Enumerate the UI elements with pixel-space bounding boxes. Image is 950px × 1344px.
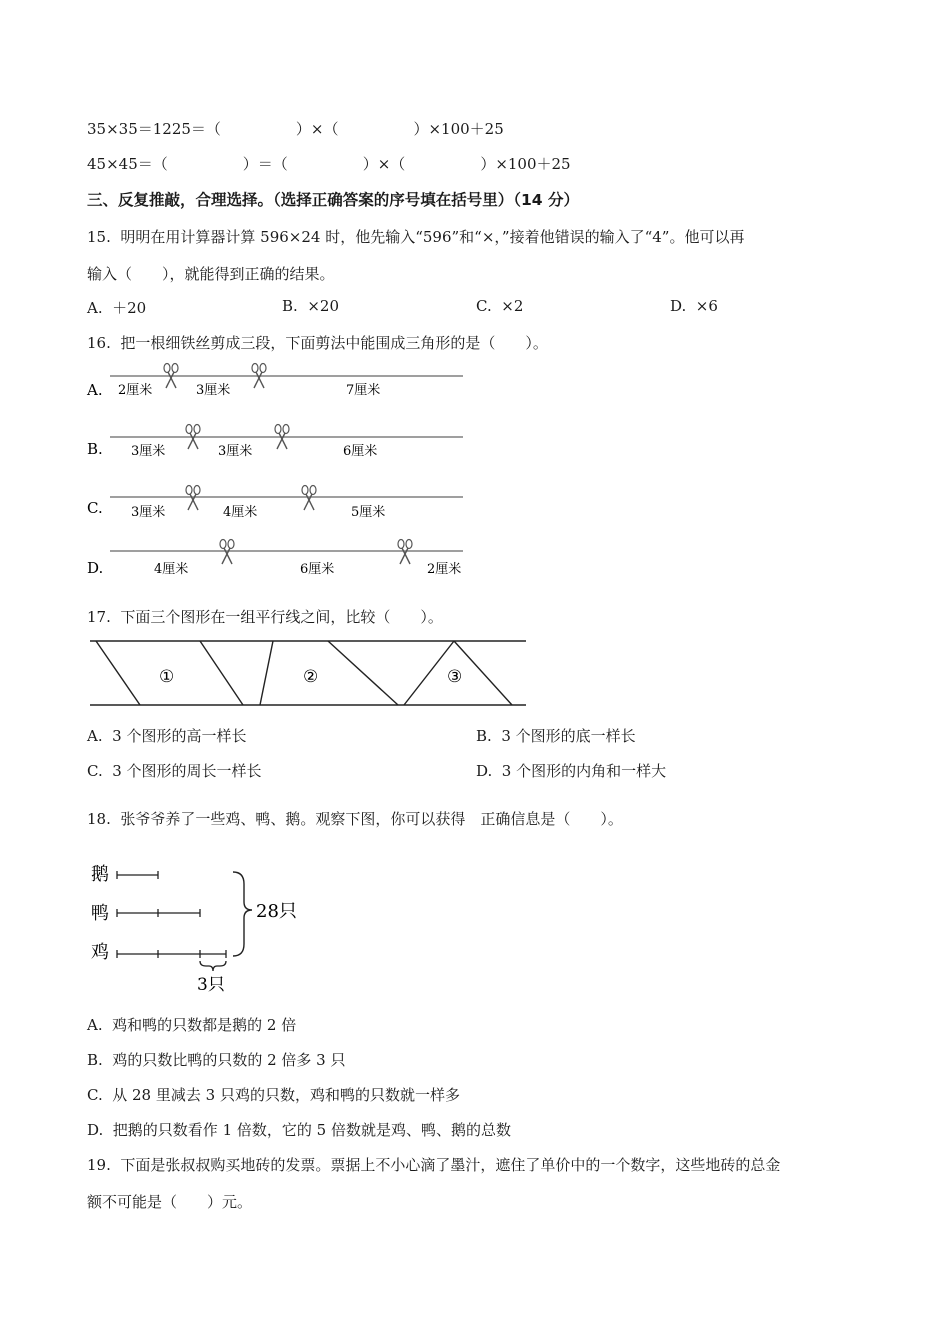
question-15-line2: 输入（ ），就能得到正确的结果。: [87, 265, 335, 283]
q16-row-d-label: D.: [87, 559, 104, 577]
q16-row-b-seg3: 6厘米: [343, 444, 378, 459]
q16-row-b-seg1: 3厘米: [131, 444, 166, 459]
label-chicken: 鸡: [91, 942, 109, 963]
q15-option-b: B. ×20: [282, 297, 339, 315]
q17-option-d: D. 3 个图形的内角和一样大: [476, 762, 667, 780]
q16-row-a-seg2: 3厘米: [196, 383, 231, 398]
equation-1: 35×35＝1225＝（ ）×（ ）×100＋25: [87, 120, 504, 138]
shape-label-1: ①: [159, 667, 175, 687]
question-18-text: 18. 张爷爷养了一些鸡、鸭、鹅。观察下图，你可以获得 正确信息是（ ）。: [87, 810, 623, 828]
label-duck: 鸭: [91, 903, 109, 924]
q18-option-c: C. 从 28 里减去 3 只鸡的只数，鸡和鸭的只数就一样多: [87, 1086, 460, 1104]
q17-option-b: B. 3 个图形的底一样长: [476, 727, 636, 745]
q16-row-d-seg2: 6厘米: [300, 562, 335, 577]
q18-option-d: D. 把鹅的只数看作 1 倍数，它的 5 倍数就是鸡、鸭、鹅的总数: [87, 1121, 511, 1139]
q18-option-b: B. 鸡的只数比鸭的只数的 2 倍多 3 只: [87, 1051, 346, 1069]
question-15-line1: 15. 明明在用计算器计算 596×24 时，他先输入“596”和“×，”接着他错误的输入了“4”。他可以再: [87, 228, 745, 246]
total-label: 28只: [256, 901, 297, 922]
equation-2: 45×45＝（ ）＝（ ）×（ ）×100＋25: [87, 155, 571, 173]
label-goose: 鹅: [91, 864, 109, 885]
q16-row-a-seg1: 2厘米: [118, 383, 153, 398]
q18-option-a: A. 鸡和鸭的只数都是鹅的 2 倍: [87, 1016, 297, 1034]
shape-label-3: ③: [447, 667, 463, 687]
q15-option-c: C. ×2: [476, 297, 524, 315]
shape-label-2: ②: [303, 667, 319, 687]
q15-option-a: A. ＋20: [87, 299, 147, 317]
question-16-text: 16. 把一根细铁丝剪成三段，下面剪法中能围成三角形的是（ ）。: [87, 334, 548, 352]
question-19-line1: 19. 下面是张叔叔购买地砖的发票。票据上不小心滴了墨汁，遮住了单价中的一个数字，这些地砖的总金: [87, 1156, 781, 1174]
q16-row-d-seg3: 2厘米: [427, 562, 462, 577]
section-heading: 三、反复推敲，合理选择。（选择正确答案的序号填在括号里）（14 分）: [87, 191, 579, 209]
q16-row-c-seg3: 5厘米: [351, 505, 386, 520]
q15-option-d: D. ×6: [670, 297, 718, 315]
extra-label: 3只: [197, 975, 225, 995]
question-17-text: 17. 下面三个图形在一组平行线之间，比较（ ）。: [87, 608, 443, 626]
q16-row-d-seg1: 4厘米: [154, 562, 189, 577]
q17-option-a: A. 3 个图形的高一样长: [87, 727, 247, 745]
q16-row-c-seg2: 4厘米: [223, 505, 258, 520]
q16-row-c-label: C.: [87, 499, 103, 517]
q16-row-b-label: B.: [87, 440, 103, 458]
q16-row-b-seg2: 3厘米: [218, 444, 253, 459]
q16-row-c-seg1: 3厘米: [131, 505, 166, 520]
q17-option-c: C. 3 个图形的周长一样长: [87, 762, 262, 780]
q16-row-a-label: A.: [87, 381, 103, 399]
q16-row-a-seg3: 7厘米: [346, 383, 381, 398]
question-19-line2: 额不可能是（ ）元。: [87, 1193, 253, 1211]
